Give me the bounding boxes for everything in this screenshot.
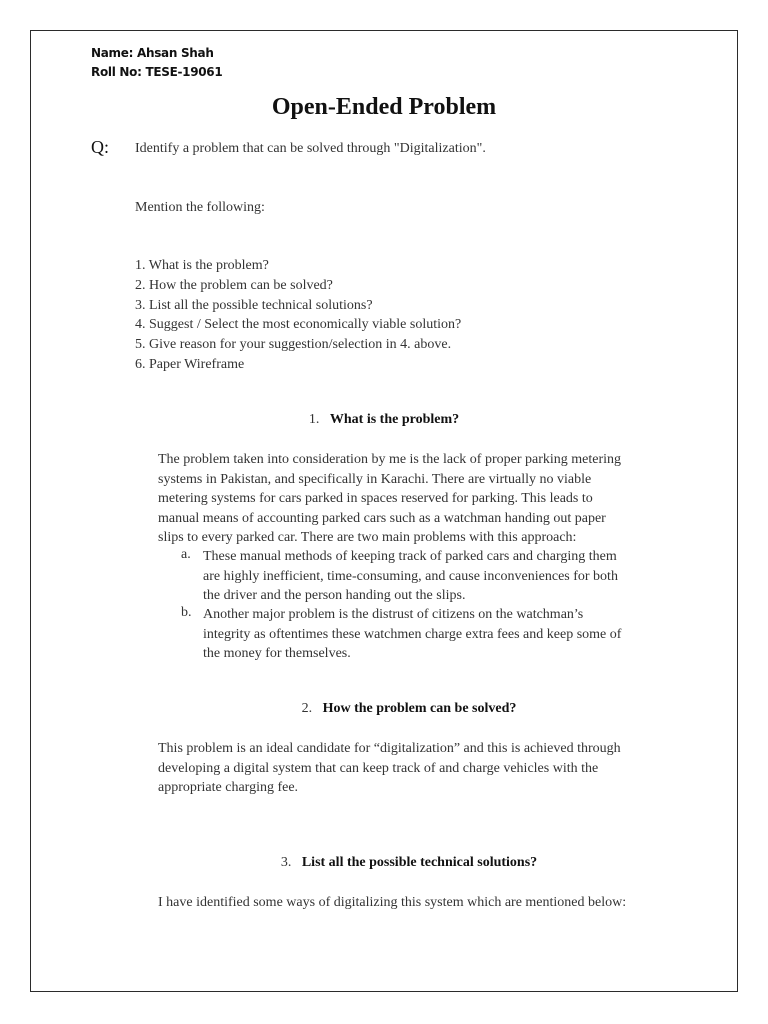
mention-text: Mention the following: bbox=[135, 200, 265, 215]
section-1-heading bbox=[0, 412, 768, 428]
section-number: 1. bbox=[308, 412, 320, 427]
section-3-paragraph: I have identified some ways of digitalizing this system which are mentioned below: bbox=[158, 895, 627, 910]
list-item: 2. How the problem can be solved? bbox=[135, 277, 333, 293]
item-a-label: a. bbox=[181, 547, 191, 562]
item-a-text: These manual methods of keeping track of parked cars and charging them are highly inefficient, time-consuming, and cause inconveniences for both the driver and the person handing out the slips. bbox=[203, 549, 618, 603]
list-item: 6. Paper Wireframe bbox=[135, 356, 245, 372]
section-2-heading bbox=[0, 701, 768, 717]
section-number: 3. bbox=[280, 855, 292, 870]
list-item: 1. What is the problem? bbox=[135, 258, 269, 273]
list-item: 4. Suggest / Select the most economically viable solution? bbox=[135, 317, 462, 333]
question-text: Identify a problem that can be solved through "Digitalization". bbox=[135, 141, 486, 156]
section-1-paragraph: The problem taken into consideration by me is the lack of proper parking metering systems in Pakistan, and specifically in Karachi. There are virtually no viable metering systems for cars parked in spaces reserved for parking. This leads to manual means of accounting parked cars such as a watchman handing out paper slips to every parked car. There are two main problems with this approach: bbox=[158, 452, 622, 545]
section-title: List all the possible technical solutions? bbox=[301, 855, 538, 870]
student-name: Name: Ahsan Shah bbox=[91, 46, 214, 60]
roll-number: Roll No: TESE-19061 bbox=[91, 65, 223, 79]
item-b-text: Another major problem is the distrust of citizens on the watchman’s integrity as oftentimes these watchmen charge extra fees and keep some of the money for themselves. bbox=[203, 607, 622, 661]
section-3-heading bbox=[0, 855, 768, 871]
question-list bbox=[135, 256, 461, 375]
section-number: 2. bbox=[301, 701, 313, 716]
section-2-paragraph: This problem is an ideal candidate for “digitalization” and this is achieved through developing a digital system that can keep track of and charge vehicles with the appropriate charging fee. bbox=[158, 741, 621, 795]
item-b-label: b. bbox=[181, 605, 192, 620]
section-title: What is the problem? bbox=[329, 412, 460, 427]
list-item: 5. Give reason for your suggestion/selection in 4. above. bbox=[135, 337, 452, 353]
list-item: 3. List all the possible technical solutions? bbox=[135, 297, 373, 313]
question-marker: Q: bbox=[91, 137, 109, 157]
page-title: Open-Ended Problem bbox=[271, 94, 497, 120]
section-title: How the problem can be solved? bbox=[322, 701, 517, 716]
